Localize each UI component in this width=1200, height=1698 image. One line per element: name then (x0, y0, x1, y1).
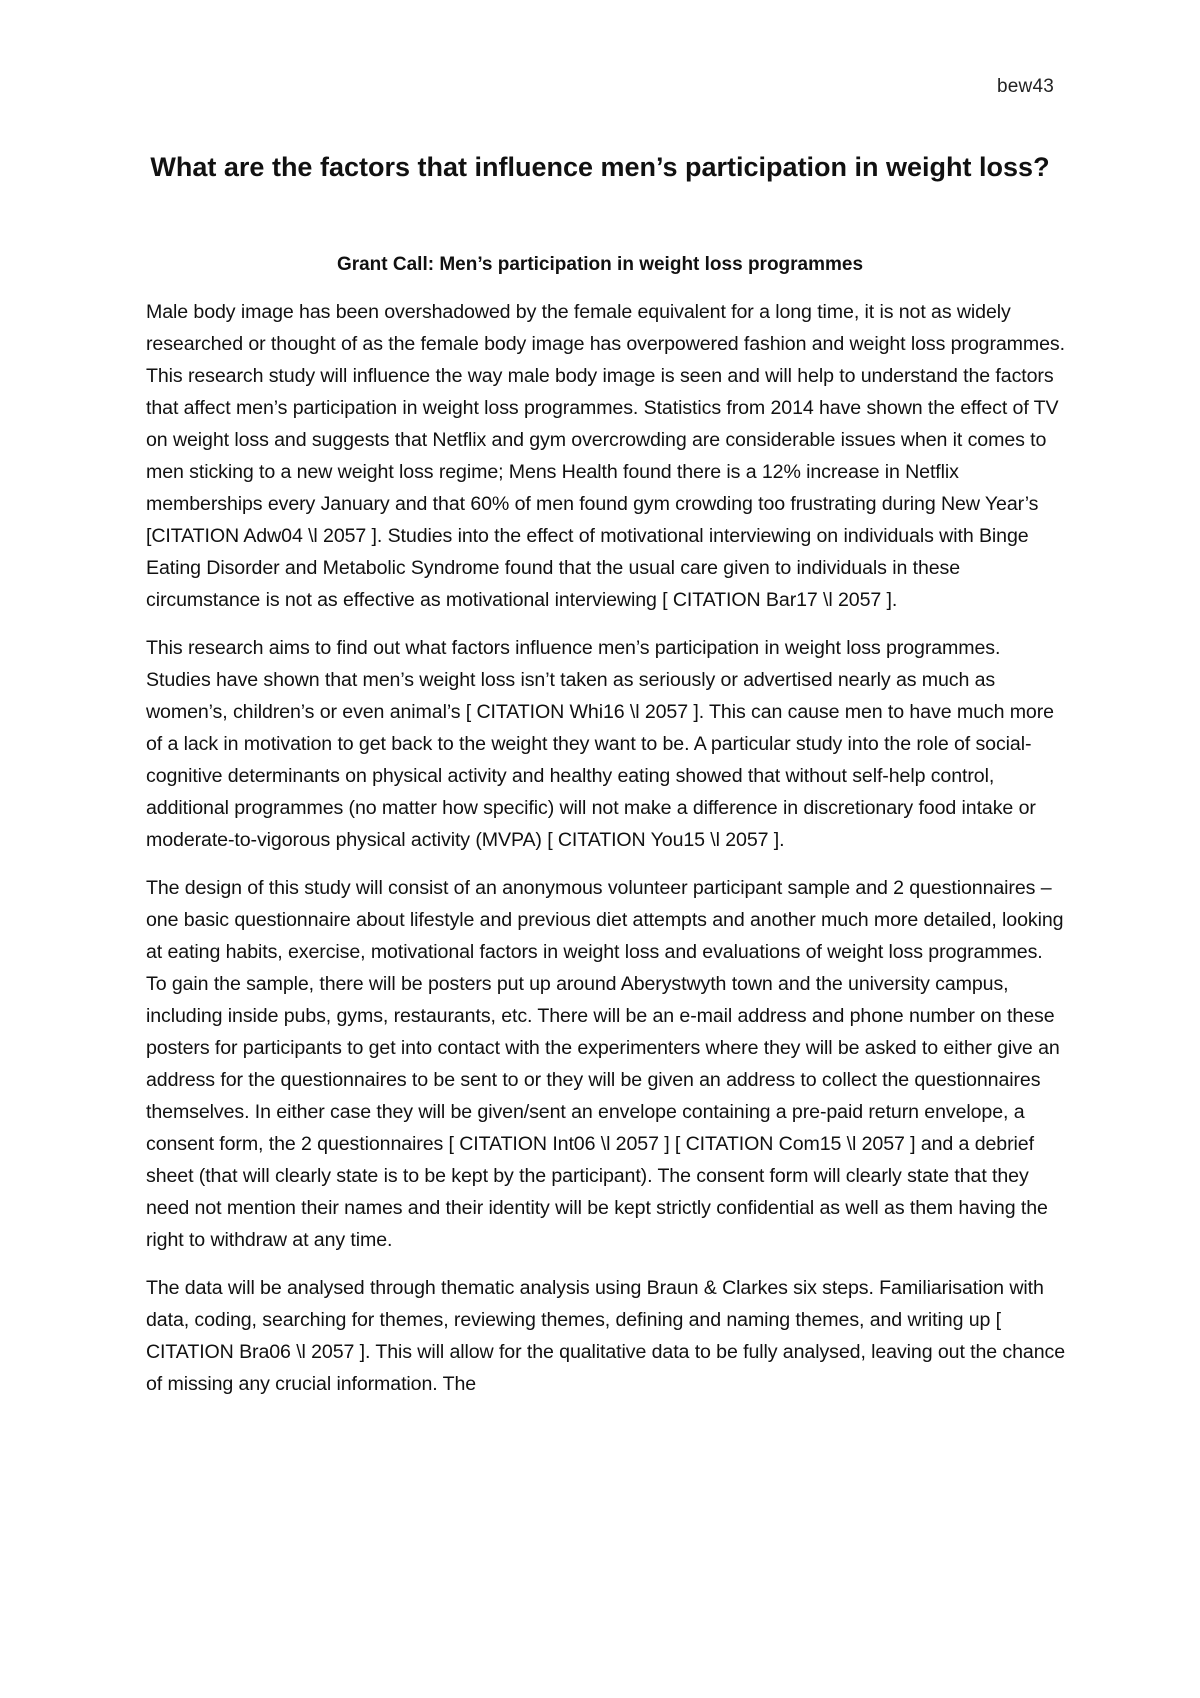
document-body (146, 296, 1068, 1416)
page-title: What are the factors that influence men’s participation in weight loss? (150, 152, 1050, 182)
paragraph-introduction: Male body image has been overshadowed by the female equivalent for a long time, it is not as widely researched or thought of as the female body image has overpowered fashion and weight loss programmes. This research study will influence the way male body image is seen and will help to understand the factors that affect men’s participation in weight loss programmes. Statistics from 2014 have shown the effect of TV on weight loss and suggests that Netflix and gym overcrowding are considerable issues when it comes to men sticking to a new weight loss regime; Mens Health found there is a 12% increase in Netflix memberships every January and that 60% of men found gym crowding too frustrating during New Year’s [CITATION Adw04 \l 2057 ]. Studies into the effect of motivational interviewing on individuals with Binge Eating Disorder and Metabolic Syndrome found that the usual care given to individuals in these circumstance is not as effective as motivational interviewing [ CITATION Bar17 \l 2057 ]. (146, 301, 1065, 611)
paragraph-data-analysis: The data will be analysed through thematic analysis using Braun & Clarkes six steps. Familiarisation with data, coding, searching for themes, reviewing themes, defining and naming themes, and writing up [ CITATION Bra06 \l 2057 ]. This will allow for the qualitative data to be fully analysed, leaving out the chance of missing any crucial information. The (146, 1277, 1066, 1395)
header-document-id: bew43 (997, 76, 1054, 97)
paragraph-research-aims: This research aims to find out what factors influence men’s participation in weight loss programmes. Studies have shown that men’s weight loss isn’t taken as seriously or advertised nearly as much as women’s, children’s or even animal’s [ CITATION Whi16 \l 2057 ]. This can cause men to have much more of a lack in motivation to get back to the weight they want to be. A particular study into the role of social-cognitive determinants on physical activity and healthy eating showed that without self-help control, additional programmes (no matter how specific) will not make a difference in discretionary food intake or moderate-to-vigorous physical activity (MVPA) [ CITATION You15 \l 2057 ]. (146, 637, 1054, 851)
grant-call-subtitle: Grant Call: Men’s participation in weight loss programmes (336, 254, 864, 275)
paragraph-study-design: The design of this study will consist of an anonymous volunteer participant sample and 2 questionnaires – one basic questionnaire about lifestyle and previous diet attempts and another much more detailed, looking at eating habits, exercise, motivational factors in weight loss and evaluations of weight loss programmes. To gain the sample, there will be posters put up around Aberystwyth town and the university campus, including inside pubs, gyms, restaurants, etc. There will be an e-mail address and phone number on these posters for participants to get into contact with the experimenters where they will be asked to either give an address for the questionnaires to be sent to or they will be given an address to collect the questionnaires themselves. In either case they will be given/sent an envelope containing a pre-paid return envelope, a consent form, the 2 questionnaires [ CITATION Int06 \l 2057 ] [ CITATION Com15 \l 2057 ] and a debrief sheet (that will clearly state is to be kept by the participant). The consent form will clearly state that they need not mention their names and their identity will be kept strictly confidential as well as them having the right to withdraw at any time. (146, 877, 1064, 1251)
